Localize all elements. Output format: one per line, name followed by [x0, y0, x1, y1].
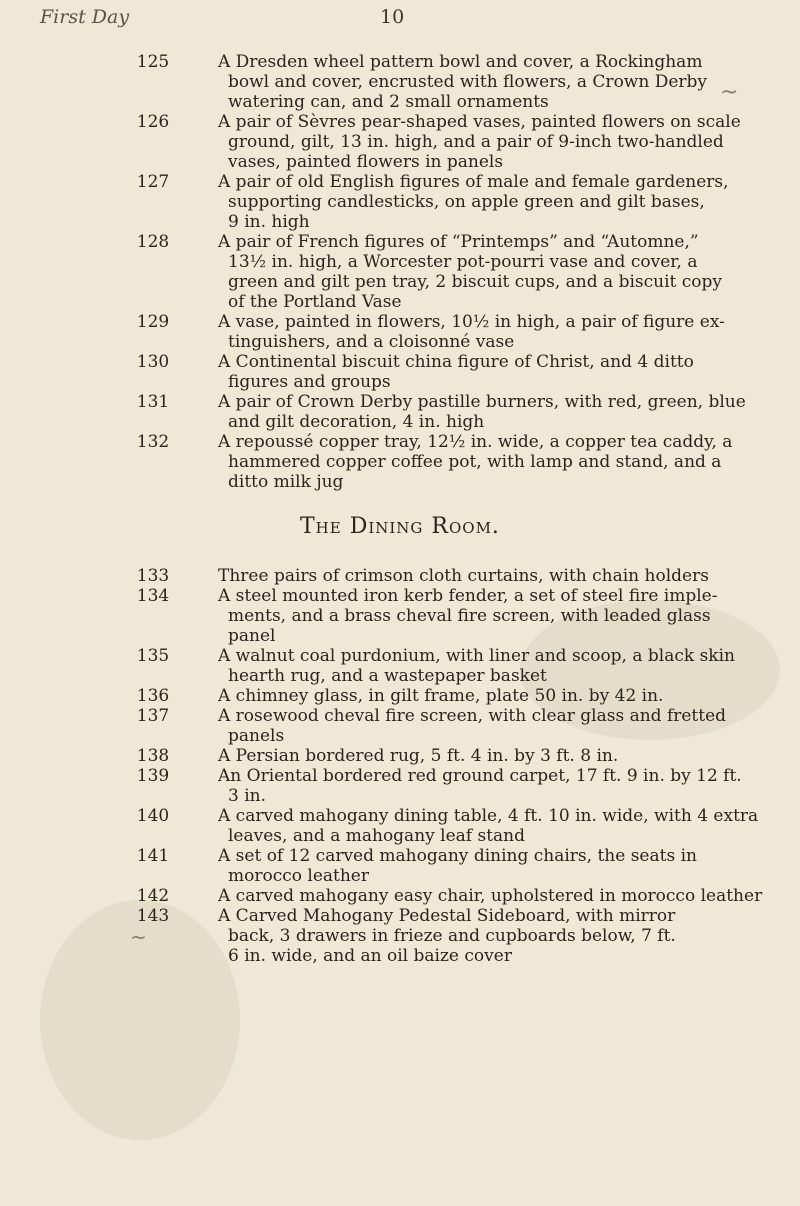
lot-description-line: Three pairs of crimson cloth curtains, with chain holders — [218, 566, 709, 586]
lot-description-line: hammered copper coffee pot, with lamp and stand, and a — [228, 452, 722, 472]
lot-number: 143 — [136, 906, 170, 926]
lot-description-line: A Carved Mahogany Pedestal Sideboard, with mirror — [218, 906, 676, 926]
lot-entry — [0, 232, 800, 312]
lot-description-line: A set of 12 carved mahogany dining chairs, the seats in — [218, 846, 697, 866]
lot-description — [218, 566, 764, 586]
pencil-annotation: ~ — [130, 925, 147, 949]
lot-description-line: A Persian bordered rug, 5 ft. 4 in. by 3 ft. 8 in. — [218, 746, 619, 766]
lot-description-line: A pair of old English figures of male and female gardeners, — [218, 172, 729, 192]
lot-entry — [0, 432, 800, 492]
lot-description-line: A pair of Sèvres pear-shaped vases, painted flowers on scale — [218, 112, 741, 132]
lot-description-line: 6 in. wide, and an oil baize cover — [228, 946, 512, 966]
lot-description — [218, 806, 764, 846]
lot-entry — [0, 846, 800, 886]
lot-description-line: A pair of Crown Derby pastille burners, with red, green, blue — [218, 392, 746, 412]
lot-number: 126 — [136, 112, 170, 132]
lot-description — [218, 886, 764, 906]
lot-description — [218, 746, 764, 766]
page-header — [0, 0, 800, 40]
lot-number: 141 — [136, 846, 170, 866]
lot-description — [218, 586, 764, 646]
lot-description-line: An Oriental bordered red ground carpet, 17 ft. 9 in. by 12 ft. — [218, 766, 742, 786]
lot-entry — [0, 312, 800, 352]
pencil-annotation: ~ — [720, 80, 739, 105]
lot-entry — [0, 686, 800, 706]
lot-description — [218, 312, 764, 352]
lot-description-line: hearth rug, and a wastepaper basket — [228, 666, 547, 686]
lot-entry — [0, 586, 800, 646]
lot-description-line: 13½ in. high, a Worcester pot-pourri vase and cover, a — [228, 252, 698, 272]
lot-description-line: A walnut coal purdonium, with liner and scoop, a black skin — [218, 646, 735, 666]
lot-description-line: figures and groups — [228, 372, 391, 392]
lot-number: 140 — [136, 806, 170, 826]
lot-description-line: back, 3 drawers in frieze and cupboards below, 7 ft. — [228, 926, 676, 946]
lot-description-line: supporting candlesticks, on apple green and gilt bases, — [228, 192, 705, 212]
lot-description-line: A Dresden wheel pattern bowl and cover, a Rockingham — [218, 52, 703, 72]
lot-description-line: panels — [228, 726, 285, 746]
lot-entry — [0, 646, 800, 686]
lot-number: 138 — [136, 746, 170, 766]
lot-entry — [0, 112, 800, 172]
lot-description — [218, 392, 764, 432]
lot-number: 133 — [136, 566, 170, 586]
lot-description — [218, 846, 764, 886]
lot-description-line: A pair of French figures of “Printemps” and “Automne,” — [218, 232, 699, 252]
lot-description — [218, 706, 764, 746]
lot-description — [218, 232, 764, 312]
lot-number: 131 — [136, 392, 170, 412]
lot-description-line: bowl and cover, encrusted with flowers, a Crown Derby — [228, 72, 708, 92]
lot-description-line: 3 in. — [228, 786, 267, 806]
lot-number: 132 — [136, 432, 170, 452]
lot-entry — [0, 886, 800, 906]
lot-description — [218, 112, 764, 172]
lot-description — [218, 766, 764, 806]
lot-entry — [0, 172, 800, 232]
lot-number: 129 — [136, 312, 170, 332]
lot-description — [218, 432, 764, 492]
lot-description-line: A chimney glass, in gilt frame, plate 50 in. by 42 in. — [218, 686, 664, 706]
lot-description-line: of the Portland Vase — [228, 292, 402, 312]
lot-number: 134 — [136, 586, 170, 606]
lot-description-line: tinguishers, and a cloisonné vase — [228, 332, 515, 352]
lot-entry — [0, 52, 800, 112]
lot-number: 142 — [136, 886, 170, 906]
lot-description-line: 9 in. high — [228, 212, 310, 232]
lot-description — [218, 906, 764, 966]
lot-number: 125 — [136, 52, 170, 72]
lot-description-line: morocco leather — [228, 866, 369, 886]
lot-entry — [0, 806, 800, 846]
lot-description-line: vases, painted flowers in panels — [228, 152, 504, 172]
lot-description — [218, 172, 764, 232]
page-number: 10 — [380, 6, 405, 28]
lot-description-line: A rosewood cheval fire screen, with clear glass and fretted — [218, 706, 727, 726]
lot-description-line: A repoussé copper tray, 12½ in. wide, a copper tea caddy, a — [218, 432, 733, 452]
lot-description-line: A steel mounted iron kerb fender, a set of steel fire imple- — [218, 586, 718, 606]
lot-description — [218, 646, 764, 686]
lot-number: 139 — [136, 766, 170, 786]
lot-number: 136 — [136, 686, 170, 706]
lot-description-line: green and gilt pen tray, 2 biscuit cups, and a biscuit copy — [228, 272, 723, 292]
lot-entry — [0, 706, 800, 746]
lot-description-line: A carved mahogany easy chair, upholstered in morocco leather — [218, 886, 763, 906]
section-heading: The Dining Room. — [300, 514, 500, 539]
lot-description-line: ments, and a brass cheval fire screen, with leaded glass — [228, 606, 711, 626]
lot-description-line: A carved mahogany dining table, 4 ft. 10 in. wide, with 4 extra — [218, 806, 759, 826]
lot-description-line: watering can, and 2 small ornaments — [228, 92, 549, 112]
lot-number: 127 — [136, 172, 170, 192]
lot-description — [218, 352, 764, 392]
lot-description-line: A vase, painted in flowers, 10½ in high, a pair of figure ex- — [218, 312, 725, 332]
lot-number: 128 — [136, 232, 170, 252]
lot-entry — [0, 746, 800, 766]
lot-description-line: ground, gilt, 13 in. high, and a pair of 9-inch two-handled — [228, 132, 724, 152]
lot-entry — [0, 392, 800, 432]
lot-description-line: leaves, and a mahogany leaf stand — [228, 826, 526, 846]
lot-description-line: panel — [228, 626, 276, 646]
lot-number: 137 — [136, 706, 170, 726]
lot-description-line: A Continental biscuit china figure of Christ, and 4 ditto — [218, 352, 694, 372]
lot-entry — [0, 566, 800, 586]
lot-entry — [0, 352, 800, 392]
lot-description — [218, 686, 764, 706]
lot-entry — [0, 766, 800, 806]
day-label: First Day — [40, 6, 130, 28]
lot-number: 135 — [136, 646, 170, 666]
lot-entry — [0, 906, 800, 966]
lot-description-line: and gilt decoration, 4 in. high — [228, 412, 485, 432]
lot-number: 130 — [136, 352, 170, 372]
lot-description-line: ditto milk jug — [228, 472, 344, 492]
lot-description — [218, 52, 764, 112]
